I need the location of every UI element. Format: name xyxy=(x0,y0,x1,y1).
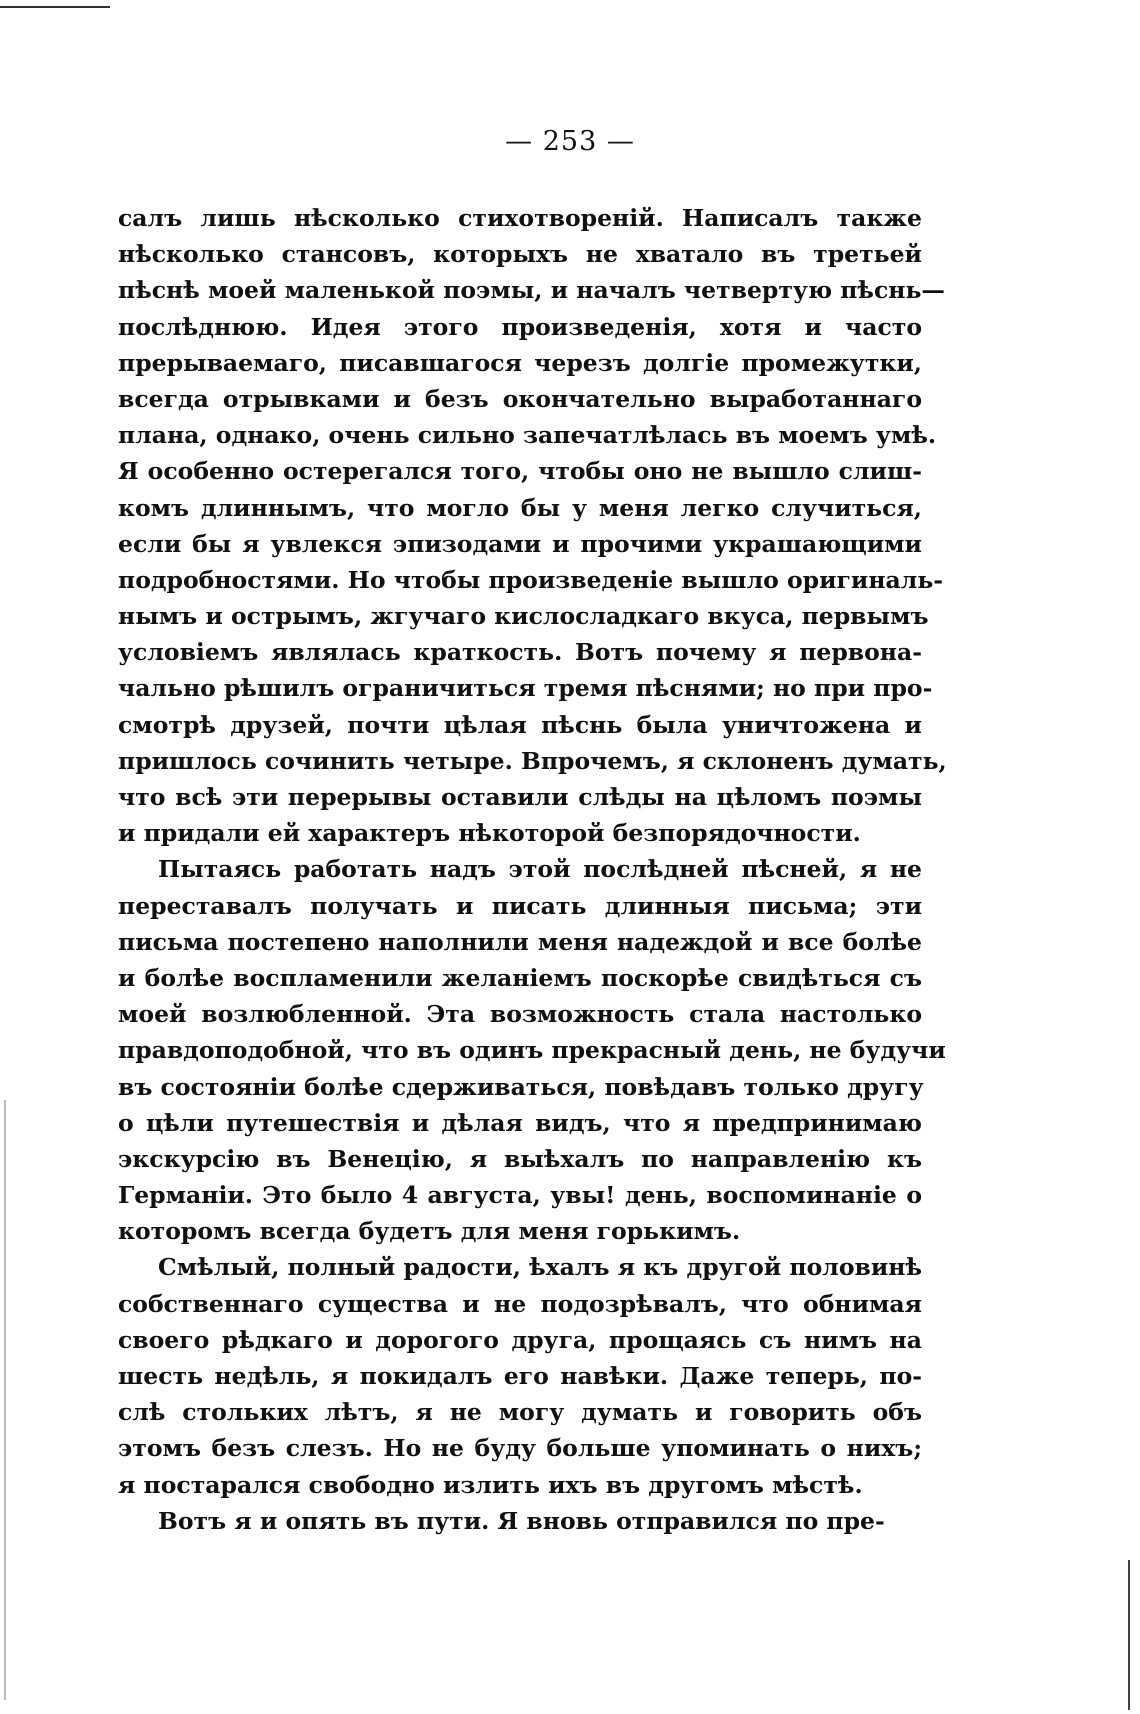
text-line: своего рѣдкаго и дорогого друга, прощаясь съ нимъ на xyxy=(118,1325,922,1354)
text-line: Германіи. Это было 4 августа, увы! день, воспоминаніе о xyxy=(118,1181,922,1210)
text-line: всегда отрывками и безъ окончательно выработаннаго xyxy=(118,384,922,413)
text-line: что всѣ эти перерывы оставили слѣды на цѣломъ поэмы xyxy=(118,783,922,811)
text-line: смотрѣ друзей, почти цѣлая пѣснь была уничтожена и xyxy=(118,710,922,739)
scan-artifact-left-edge xyxy=(4,1100,6,1700)
text-line: и придали ей характеръ нѣкоторой безпорядочности. xyxy=(118,819,861,848)
text-line: собственнаго существа и не подозрѣвалъ, что обнимая xyxy=(118,1289,922,1318)
text-line: если бы я увлекся эпизодами и прочими украшающими xyxy=(118,529,922,558)
text-line: чально рѣшилъ ограничиться тремя пѣснями; но при про- xyxy=(118,674,933,703)
text-line: нымъ и острымъ, жгучаго кислосладкаго вкуса, первымъ xyxy=(118,602,929,631)
text-line: этомъ безъ слезъ. Но не буду больше упоминать о нихъ; xyxy=(118,1434,922,1463)
text-line: моей возлюбленной. Эта возможность стала настолько xyxy=(118,1000,922,1029)
text-line: которомъ всегда будетъ для меня горькимъ. xyxy=(118,1217,741,1246)
text-line: послѣднюю. Идея этого произведенія, хотя и часто xyxy=(118,312,922,341)
text-line: письма постепено наполнили меня надеждой и все болѣе xyxy=(118,927,922,956)
text-line: я постарался свободно излить ихъ въ другомъ мѣстѣ. xyxy=(118,1470,863,1499)
scan-artifact-rule xyxy=(0,6,110,8)
text-line: о цѣли путешествія и дѣлая видъ, что я предпринимаю xyxy=(118,1108,922,1137)
text-line: пришлось сочинить четыре. Впрочемъ, я склоненъ думать, xyxy=(118,746,947,775)
body-text xyxy=(118,200,947,1539)
text-line: переставалъ получать и писать длинныя письма; эти xyxy=(118,891,922,920)
text-line: комъ длиннымъ, что могло бы у меня легко случиться, xyxy=(118,493,922,522)
text-line: салъ лишь нѣсколько стихотвореній. Написалъ также xyxy=(118,204,922,232)
text-line: въ состояніи болѣе сдерживаться, повѣдавъ только другу xyxy=(118,1072,924,1101)
text-line: Вотъ я и опять въ пути. Я вновь отправился по пре- xyxy=(158,1506,885,1535)
text-line: подробностями. Но чтобы произведеніе вышло оригиналь- xyxy=(118,565,944,594)
text-line: слѣ стольких лѣтъ, я не могу думать и говорить объ xyxy=(118,1398,922,1427)
text-line: и болѣе воспламенили желаніемъ поскорѣе свидѣться съ xyxy=(118,963,922,992)
text-line: пѣснѣ моей маленькой поэмы, и началъ четвертую пѣснь— xyxy=(118,276,945,305)
text-line: Я особенно остерегался того, чтобы оно не вышло слиш- xyxy=(118,457,922,486)
page-number: — 253 — xyxy=(505,126,635,157)
text-line: шесть недѣль, я покидалъ его навѣки. Даже теперь, по- xyxy=(118,1362,922,1390)
text-line: нѣсколько стансовъ, которыхъ не хватало въ третьей xyxy=(118,240,922,269)
text-line: прерываемаго, писавшагося черезъ долгіе промежутки, xyxy=(118,348,922,377)
text-line: условіемъ являлась краткость. Вотъ почему я первона- xyxy=(118,638,922,667)
text-line: экскурсію въ Венецію, я выѣхалъ по направленію къ xyxy=(118,1144,922,1173)
text-line: Пытаясь работать надъ этой послѣдней пѣсней, я не xyxy=(158,855,922,884)
scan-artifact-right-edge xyxy=(1128,1560,1130,1710)
text-line: Смѣлый, полный радости, ѣхалъ я къ другой половинѣ xyxy=(158,1253,922,1282)
text-line: правдоподобной, что въ одинъ прекрасный день, не будучи xyxy=(118,1036,946,1065)
text-line: плана, однако, очень сильно запечатлѣлась въ моемъ умѣ. xyxy=(118,421,937,450)
